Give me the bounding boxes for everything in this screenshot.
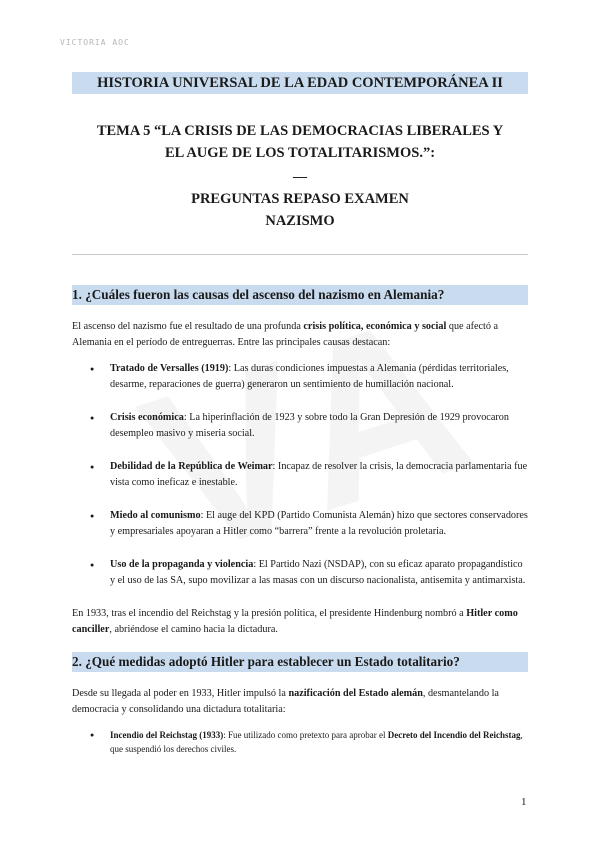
list-item-text: : Incapaz de resolver la crisis, la democracia parlamentaria fue vista como ineficaz e inestable. <box>110 461 528 488</box>
watermark-label: VICTORIA AOC <box>60 38 130 47</box>
page-number: 1 <box>521 796 527 808</box>
topic-title-line1: TEMA 5 “LA CRISIS DE LAS DEMOCRACIAS LIBERALES Y <box>96 123 504 139</box>
list-item-bold: Crisis económica <box>110 412 184 423</box>
list-item-bold: Tratado de Versalles (1919) <box>110 363 229 374</box>
question-heading-1: 1. ¿Cuáles fueron las causas del ascenso del nazismo en Alemania? <box>72 285 528 305</box>
list-item <box>110 728 528 756</box>
section1-closing <box>72 606 528 638</box>
list-item-text: : El auge del KPD (Partido Comunista Alemán) hizo que sectores conservadores y empresariales apoyaran a Hitler como “barrera” frente a la revolución proletaria. <box>110 510 528 537</box>
list-item-bold-2: Decreto del Incendio del Reichstag <box>387 730 521 740</box>
list-item-bold: Incendio del Reichstag (1933) <box>110 730 224 740</box>
list-item-text: : Fue utilizado como pretexto para aprobar el <box>223 730 388 740</box>
section1-intro-text-end: que afectó a Alemania en el período de entreguerras. Entre las principales causas destacan: <box>72 321 499 348</box>
measures-list <box>72 728 528 756</box>
list-item <box>110 410 528 442</box>
list-item <box>110 508 528 540</box>
section1-intro <box>72 319 528 351</box>
list-item <box>110 459 528 491</box>
title-dash: __ <box>293 165 307 180</box>
exam-title <box>72 188 528 232</box>
section2-intro-bold: nazificación del Estado alemán <box>288 688 423 699</box>
section1-closing-text-end: , abriéndose el camino hacia la dictadura. <box>109 624 278 635</box>
list-item-bold: Debilidad de la República de Weimar <box>110 461 273 472</box>
exam-title-line1: PREGUNTAS REPASO EXAMEN <box>191 191 409 207</box>
section2-intro <box>72 686 528 718</box>
list-item-bold: Miedo al comunismo <box>110 510 201 521</box>
section2-intro-text-end: , desmantelando la democracia y consolidando una dictadura totalitaria: <box>72 688 499 715</box>
exam-title-line2: NAZISMO <box>265 213 335 229</box>
list-item-text: : Las duras condiciones impuestas a Alemania (pérdidas territoriales, desarme, reparaciones de guerra) generaron un sentimiento de humillación nacional. <box>110 363 509 390</box>
section1-closing-bold: Hitler como canciller <box>72 608 518 635</box>
section2-intro-text: Desde su llegada al poder en 1933, Hitler impulsó la <box>72 688 289 699</box>
question-heading-2: 2. ¿Qué medidas adoptó Hitler para establecer un Estado totalitario? <box>72 652 528 672</box>
causes-list <box>72 361 528 589</box>
list-item-text: : La hiperinflación de 1923 y sobre todo la Gran Depresión de 1929 provocaron desempleo masivo y miseria social. <box>110 412 509 439</box>
list-item <box>110 557 528 589</box>
topic-title <box>72 120 528 164</box>
list-item-text: : El Partido Nazi (NSDAP), con su eficaz aparato propagandístico y el uso de las SA, supo movilizar a las masas con un discurso nacionalista, antisemita y antimarxista. <box>110 559 526 586</box>
section1-intro-bold: crisis política, económica y social <box>303 321 447 332</box>
course-title: HISTORIA UNIVERSAL DE LA EDAD CONTEMPORÁNEA II <box>72 72 528 94</box>
document-body <box>72 72 528 773</box>
divider <box>72 254 528 255</box>
list-item-bold: Uso de la propaganda y violencia <box>110 559 254 570</box>
section1-intro-text: El ascenso del nazismo fue el resultado de una profunda <box>72 321 304 332</box>
list-item <box>110 361 528 393</box>
topic-title-line2: EL AUGE DE LOS TOTALITARISMOS.”: <box>164 145 436 161</box>
list-item-text-end: , que suspendió los derechos civiles. <box>110 730 523 754</box>
section1-closing-text: En 1933, tras el incendio del Reichstag y la presión política, el presidente Hindenburg nombró a <box>72 608 467 619</box>
